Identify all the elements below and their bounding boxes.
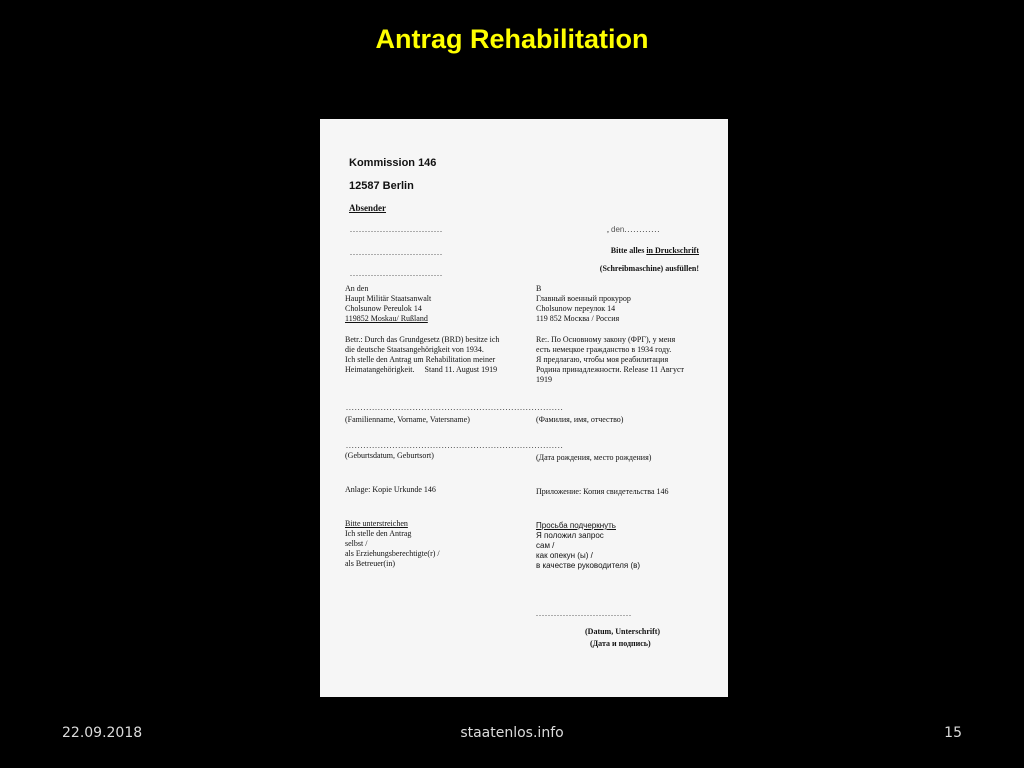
option-ru: Я положил запрос <box>536 531 604 540</box>
print-note-line-1 <box>611 246 699 256</box>
attachment-de: Anlage: Kopie Urkunde 146 <box>345 485 436 494</box>
options-ru <box>536 521 640 571</box>
subject-ru-line: Re:. По Основному закону (ФРГ), у меня <box>536 335 676 344</box>
attachment-ru: Приложение: Копия свидетельства 146 <box>536 487 669 496</box>
recipient-de <box>345 284 431 324</box>
option-ru: как опекун (ы) / <box>536 551 593 560</box>
print-note-prefix: Bitte alles <box>610 246 647 255</box>
option-de: Ich stelle den Antrag <box>345 529 412 538</box>
option-de: als Erziehungsberechtigte(r) / <box>345 549 440 558</box>
name-label-ru: (Фамилия, имя, отчество) <box>536 415 624 424</box>
recipient-de-line: 119852 Moskau/ Rußland <box>345 314 428 323</box>
subject-ru-line: Родина принадлежности. Release 11 Август <box>536 365 685 374</box>
date-line <box>607 225 660 235</box>
recipient-de-line: Haupt Militär Staatsanwalt <box>345 294 432 303</box>
recipient-ru <box>536 284 631 324</box>
date-line-comma: , <box>607 225 609 234</box>
option-de: selbst / <box>345 539 368 548</box>
option-ru: сам / <box>536 541 555 550</box>
sender-line-2: ............................... <box>350 248 443 257</box>
name-label-de: (Familienname, Vorname, Vatersname) <box>345 415 470 424</box>
sender-line-3: ............................... <box>350 269 443 278</box>
subject-ru-line: 1919 <box>536 375 552 384</box>
signature-label-de: (Datum, Unterschrift) <box>585 627 661 636</box>
birth-line: ........................................................................... <box>346 441 564 450</box>
date-line-dots: ............ <box>624 225 661 234</box>
print-note-line-2: (Schreibmaschine) ausfüllen! <box>599 264 699 273</box>
slide-title: Antrag Rehabilitation <box>375 24 649 54</box>
subject-ru-line: есть немецкое гражданство в 1934 году. <box>536 345 672 354</box>
underline-note-de: Bitte unterstreichen <box>345 519 408 528</box>
subject-de-line: Betr.: Durch das Grundgesetz (BRD) besitze ich <box>345 335 500 344</box>
subject-de-line: Ich stelle den Antrag um Rehabilitation meiner <box>345 355 496 364</box>
date-line-den: den <box>611 225 625 234</box>
subject-de-line: Heimatangehörigkeit. Stand 11. August 1919 <box>345 365 498 374</box>
options-de <box>345 519 440 569</box>
subject-de-line: die deutsche Staatsangehörigkeit von 1934. <box>345 345 484 354</box>
birth-label-de: (Geburtsdatum, Geburtsort) <box>345 451 434 460</box>
signature-label-ru: (Дата и подпись) <box>590 639 651 648</box>
signature-line: ................................ <box>536 609 632 618</box>
subject-de <box>345 335 499 375</box>
recipient-ru-line: Cholsunow переулок 14 <box>536 304 616 313</box>
sender-label: Absender <box>349 203 387 213</box>
subject-ru <box>536 335 684 385</box>
application-form-document <box>320 119 728 697</box>
option-ru: в качестве руководителя (в) <box>536 561 641 570</box>
underline-note-ru: Просьба подчеркнуть <box>536 521 616 530</box>
page-number: 15 <box>944 725 962 741</box>
sender-line-1: ............................... <box>350 225 443 234</box>
option-de: als Betreuer(in) <box>345 559 395 568</box>
subject-ru-line: Я предлагаю, чтобы моя реабилитация <box>536 355 669 364</box>
recipient-ru-line: В <box>536 284 542 293</box>
footer-date: 22.09.2018 <box>62 725 143 741</box>
print-note-underlined: in Druckschrift <box>646 246 699 255</box>
recipient-de-line: An den <box>345 284 369 293</box>
recipient-ru-line: Главный военный прокурор <box>536 294 631 303</box>
name-line: ........................................................................... <box>346 403 564 412</box>
birth-label-ru: (Дата рождения, место рождения) <box>536 453 652 462</box>
footer-site: staatenlos.info <box>460 725 564 741</box>
recipient-ru-line: 119 852 Москва / Россия <box>536 314 620 323</box>
recipient-de-line: Cholsunow Pereulok 14 <box>345 304 422 313</box>
form-heading-city: 12587 Berlin <box>349 180 414 192</box>
form-heading-commission: Kommission 146 <box>349 157 437 169</box>
